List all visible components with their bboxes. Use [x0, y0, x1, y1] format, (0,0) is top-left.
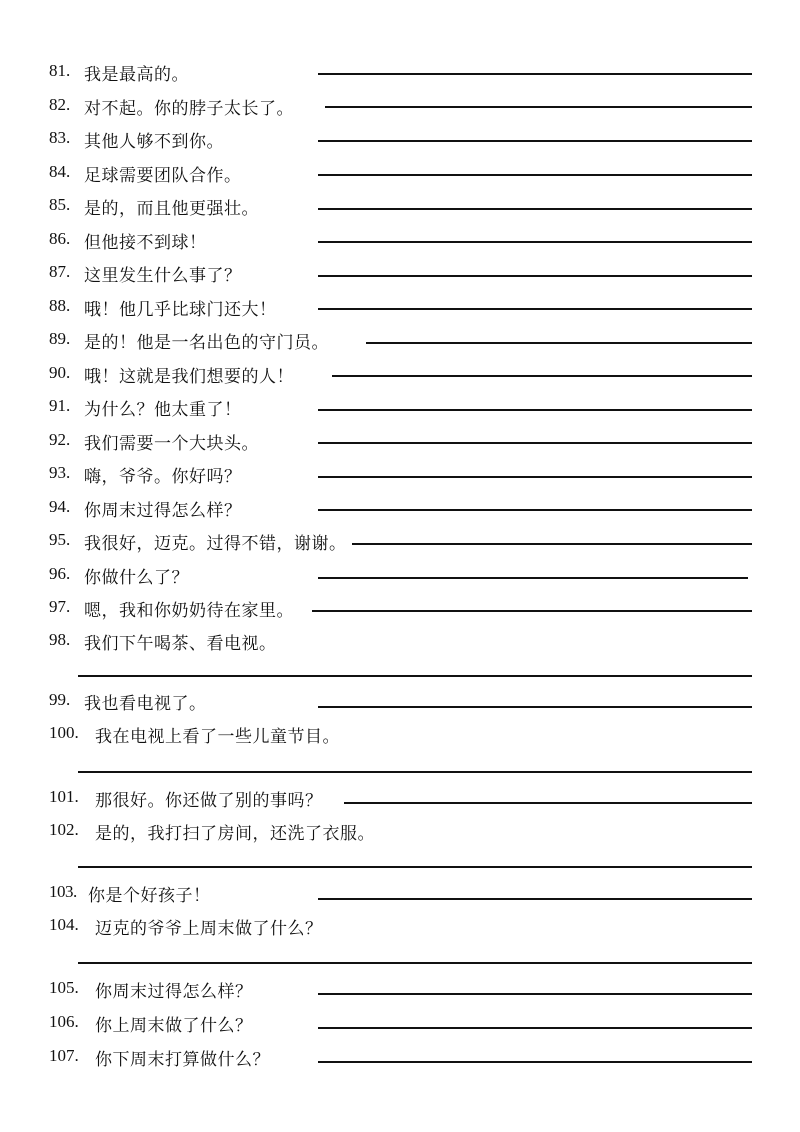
answer-line[interactable]: [318, 174, 752, 176]
question-text: 我在电视上看了一些儿童节目。: [95, 727, 340, 747]
question-106: [0, 1006, 800, 1040]
answer-line[interactable]: [344, 802, 752, 804]
question-number: 98.: [49, 630, 71, 649]
question-text: 你上周末做了什么？: [95, 1016, 253, 1036]
answer-line[interactable]: [318, 706, 752, 708]
answer-line[interactable]: [318, 208, 752, 210]
question-text: 但他接不到球！: [84, 233, 207, 253]
question-86: [0, 223, 800, 257]
question-88: [0, 290, 800, 324]
question-100: [0, 717, 800, 751]
question-number: 81.: [49, 61, 71, 80]
question-89: [0, 323, 800, 357]
question-95: [0, 524, 800, 558]
question-90: [0, 357, 800, 391]
question-text: 迈克的爷爷上周末做了什么？: [95, 919, 323, 939]
question-number: 83.: [49, 128, 71, 147]
question-101: [0, 781, 800, 815]
question-text: 哦！这就是我们想要的人！: [84, 367, 294, 387]
question-text: 足球需要团队合作。: [84, 166, 242, 186]
question-93: [0, 457, 800, 491]
question-number: 94.: [49, 497, 71, 516]
question-text: 哦！他几乎比球门还大！: [84, 300, 277, 320]
question-83: [0, 122, 800, 156]
answer-line[interactable]: [318, 442, 752, 444]
question-number: 99.: [49, 690, 71, 709]
question-105: [0, 972, 800, 1006]
answer-line[interactable]: [366, 342, 752, 344]
question-number: 89.: [49, 329, 71, 348]
question-text: 是的，而且他更强壮。: [84, 199, 259, 219]
question-number: 90.: [49, 363, 71, 382]
question-text: 你是个好孩子！: [88, 886, 211, 906]
question-102: [0, 814, 800, 848]
question-85: [0, 189, 800, 223]
question-number: 86.: [49, 229, 71, 248]
question-81: [0, 55, 800, 89]
question-text: 你周末过得怎么样？: [95, 982, 253, 1002]
question-number: 105.: [49, 978, 79, 997]
question-number: 102.: [49, 820, 79, 839]
question-number: 101.: [49, 787, 79, 806]
answer-line[interactable]: [318, 275, 752, 277]
question-number: 107.: [49, 1046, 79, 1065]
question-92: [0, 424, 800, 458]
question-number: 97.: [49, 597, 71, 616]
question-91: [0, 390, 800, 424]
answer-line[interactable]: [78, 866, 752, 868]
question-103: [0, 876, 800, 910]
answer-line[interactable]: [318, 140, 752, 142]
question-number: 100.: [49, 723, 79, 742]
question-104: [0, 909, 800, 943]
answer-line[interactable]: [318, 509, 752, 511]
question-number: 103.: [49, 882, 77, 901]
answer-line[interactable]: [78, 771, 752, 773]
question-text: 你做什么了？: [84, 568, 189, 588]
question-number: 92.: [49, 430, 71, 449]
question-text: 其他人够不到你。: [84, 132, 224, 152]
question-94: [0, 491, 800, 525]
question-text: 我是最高的。: [84, 65, 189, 85]
question-text: 我很好，迈克。过得不错，谢谢。: [84, 534, 347, 554]
question-text: 你周末过得怎么样？: [84, 501, 242, 521]
answer-line[interactable]: [318, 1061, 752, 1063]
question-text: 那很好。你还做了别的事吗？: [95, 791, 323, 811]
question-number: 84.: [49, 162, 71, 181]
question-96: [0, 558, 800, 592]
question-text: 对不起。你的脖子太长了。: [84, 99, 294, 119]
question-number: 82.: [49, 95, 71, 114]
question-number: 85.: [49, 195, 71, 214]
question-97: [0, 591, 800, 625]
answer-line[interactable]: [318, 308, 752, 310]
question-text: 为什么？他太重了！: [84, 400, 242, 420]
question-text: 是的！他是一名出色的守门员。: [84, 333, 329, 353]
question-number: 96.: [49, 564, 71, 583]
answer-line[interactable]: [325, 106, 752, 108]
question-text: 这里发生什么事了？: [84, 266, 242, 286]
answer-line[interactable]: [78, 675, 752, 677]
question-number: 106.: [49, 1012, 79, 1031]
answer-line[interactable]: [78, 962, 752, 964]
question-107: [0, 1040, 800, 1074]
question-text: 嗨，爷爷。你好吗？: [84, 467, 242, 487]
question-text: 我们需要一个大块头。: [84, 434, 259, 454]
question-number: 95.: [49, 530, 71, 549]
answer-line[interactable]: [318, 898, 752, 900]
answer-line[interactable]: [318, 577, 748, 579]
question-number: 104.: [49, 915, 79, 934]
question-text: 你下周末打算做什么？: [95, 1050, 270, 1070]
question-number: 93.: [49, 463, 71, 482]
answer-line[interactable]: [318, 1027, 752, 1029]
answer-line[interactable]: [318, 476, 752, 478]
answer-line[interactable]: [318, 73, 752, 75]
question-text: 我们下午喝茶、看电视。: [84, 634, 277, 654]
question-number: 87.: [49, 262, 71, 281]
question-text: 我也看电视了。: [84, 694, 207, 714]
answer-line[interactable]: [352, 543, 752, 545]
question-98: [0, 624, 800, 658]
answer-line[interactable]: [318, 409, 752, 411]
answer-line[interactable]: [312, 610, 752, 612]
question-number: 91.: [49, 396, 71, 415]
answer-line[interactable]: [318, 241, 752, 243]
question-87: [0, 256, 800, 290]
question-text: 是的，我打扫了房间，还洗了衣服。: [95, 824, 375, 844]
question-text: 嗯，我和你奶奶待在家里。: [84, 601, 294, 621]
question-99: [0, 684, 800, 718]
answer-line[interactable]: [318, 993, 752, 995]
answer-line[interactable]: [332, 375, 752, 377]
question-number: 88.: [49, 296, 71, 315]
question-84: [0, 156, 800, 190]
